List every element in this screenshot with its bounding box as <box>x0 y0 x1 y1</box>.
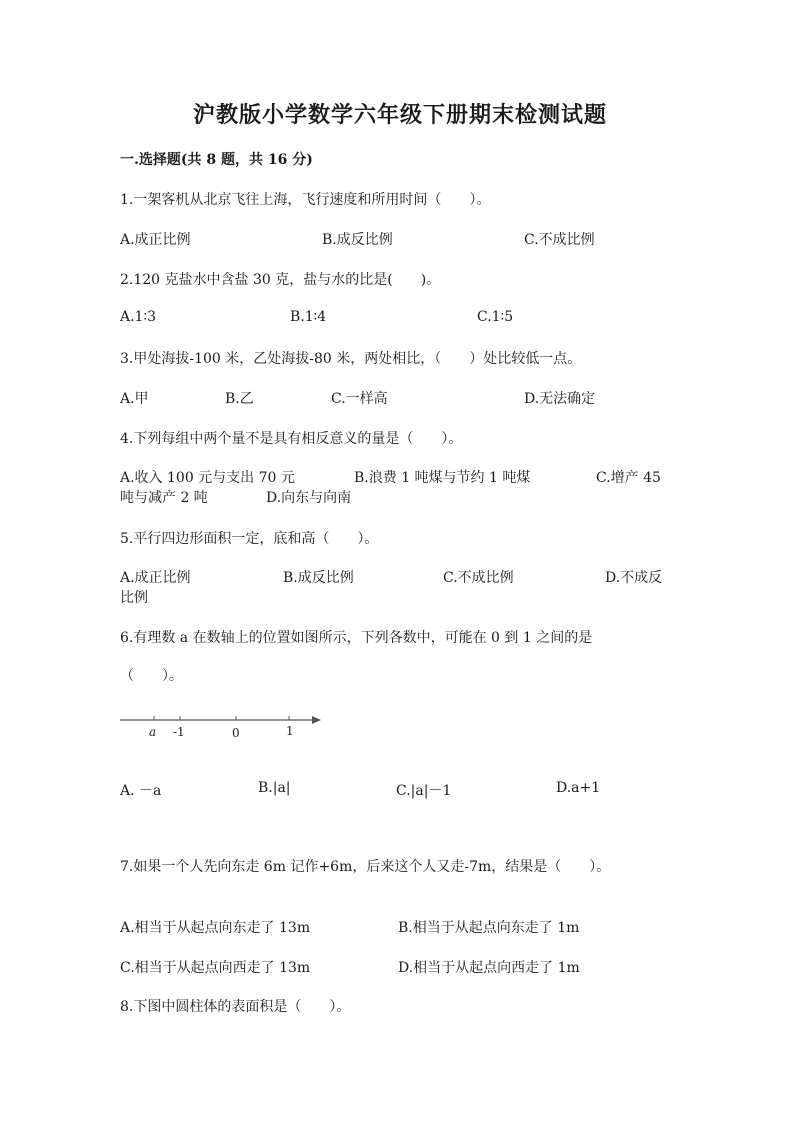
question-6-stem: 6.有理数 a 在数轴上的位置如图所示，下列各数中，可能在 0 到 1 之间的是 <box>120 630 593 646</box>
question-4-option-d: D.向东与向南 <box>266 490 352 506</box>
question-1-stem: 1.一架客机从北京飞往上海，飞行速度和所用时间（ ）。 <box>120 192 491 208</box>
question-6-option-d: D.a+1 <box>556 780 601 796</box>
question-2-option-a: A.1∶3 <box>120 309 157 325</box>
question-4-option-c-continued: 吨与减产 2 吨 <box>120 490 208 506</box>
question-3-option-c: C.一样高 <box>331 391 388 407</box>
question-5-option-d: D.不成反 <box>605 570 663 586</box>
question-4-option-a: A.收入 100 元与支出 70 元 <box>120 470 295 486</box>
question-2-option-b: B.1∶4 <box>290 309 327 325</box>
number-line-figure <box>118 708 328 744</box>
number-line-arrow <box>312 716 321 724</box>
label-minus-one: -1 <box>173 725 185 739</box>
question-3-option-d: D.无法确定 <box>524 391 596 407</box>
question-7-option-a: A.相当于从起点向东走了 13m <box>120 920 311 936</box>
question-6-option-c: C.|a|－1 <box>396 783 452 799</box>
page-title: 沪教版小学数学六年级下册期末检测试题 <box>192 102 607 128</box>
question-5-option-b: B.成反比例 <box>283 570 354 586</box>
question-3-stem: 3.甲处海拔-100 米，乙处海拔-80 米，两处相比，（ ）处比较低一点。 <box>120 351 582 367</box>
section-heading: 一.选择题(共 8 题，共 16 分) <box>120 152 313 168</box>
question-5-option-a: A.成正比例 <box>120 570 191 586</box>
question-6-stem-continued: （ ）。 <box>120 668 183 684</box>
question-2-option-c: C.1∶5 <box>477 309 514 325</box>
question-1-option-c: C.不成比例 <box>524 232 595 248</box>
question-7-option-c: C.相当于从起点向西走了 13m <box>120 960 311 976</box>
question-4-option-b: B.浪费 1 吨煤与节约 1 吨煤 <box>354 470 531 486</box>
question-6-option-a: A. －a <box>120 783 162 799</box>
label-one: 1 <box>286 724 294 738</box>
label-a: a <box>149 725 157 739</box>
question-4-stem: 4.下列每组中两个量不是具有相反意义的量是（ ）。 <box>120 431 463 447</box>
question-3-option-b: B.乙 <box>225 391 254 407</box>
question-1-option-a: A.成正比例 <box>120 232 191 248</box>
question-4-option-c: C.增产 45 <box>596 470 661 486</box>
question-8-stem: 8.下图中圆柱体的表面积是（ ）。 <box>120 999 351 1015</box>
question-3-option-a: A.甲 <box>120 391 149 407</box>
question-6-option-b: B.|a| <box>258 780 291 796</box>
question-5-stem: 5.平行四边形面积一定，底和高（ ）。 <box>120 531 379 547</box>
question-7-option-d: D.相当于从起点向西走了 1m <box>398 960 580 976</box>
question-5-option-d-continued: 比例 <box>120 590 148 606</box>
question-1-option-b: B.成反比例 <box>322 232 393 248</box>
question-5-option-c: C.不成比例 <box>443 570 514 586</box>
label-zero: 0 <box>232 726 240 740</box>
question-2-stem: 2.120 克盐水中含盐 30 克，盐与水的比是( )。 <box>120 272 441 288</box>
question-7-option-b: B.相当于从起点向东走了 1m <box>398 920 580 936</box>
question-7-stem: 7.如果一个人先向东走 6m 记作+6m，后来这个人又走-7m，结果是（ ）。 <box>120 859 611 875</box>
